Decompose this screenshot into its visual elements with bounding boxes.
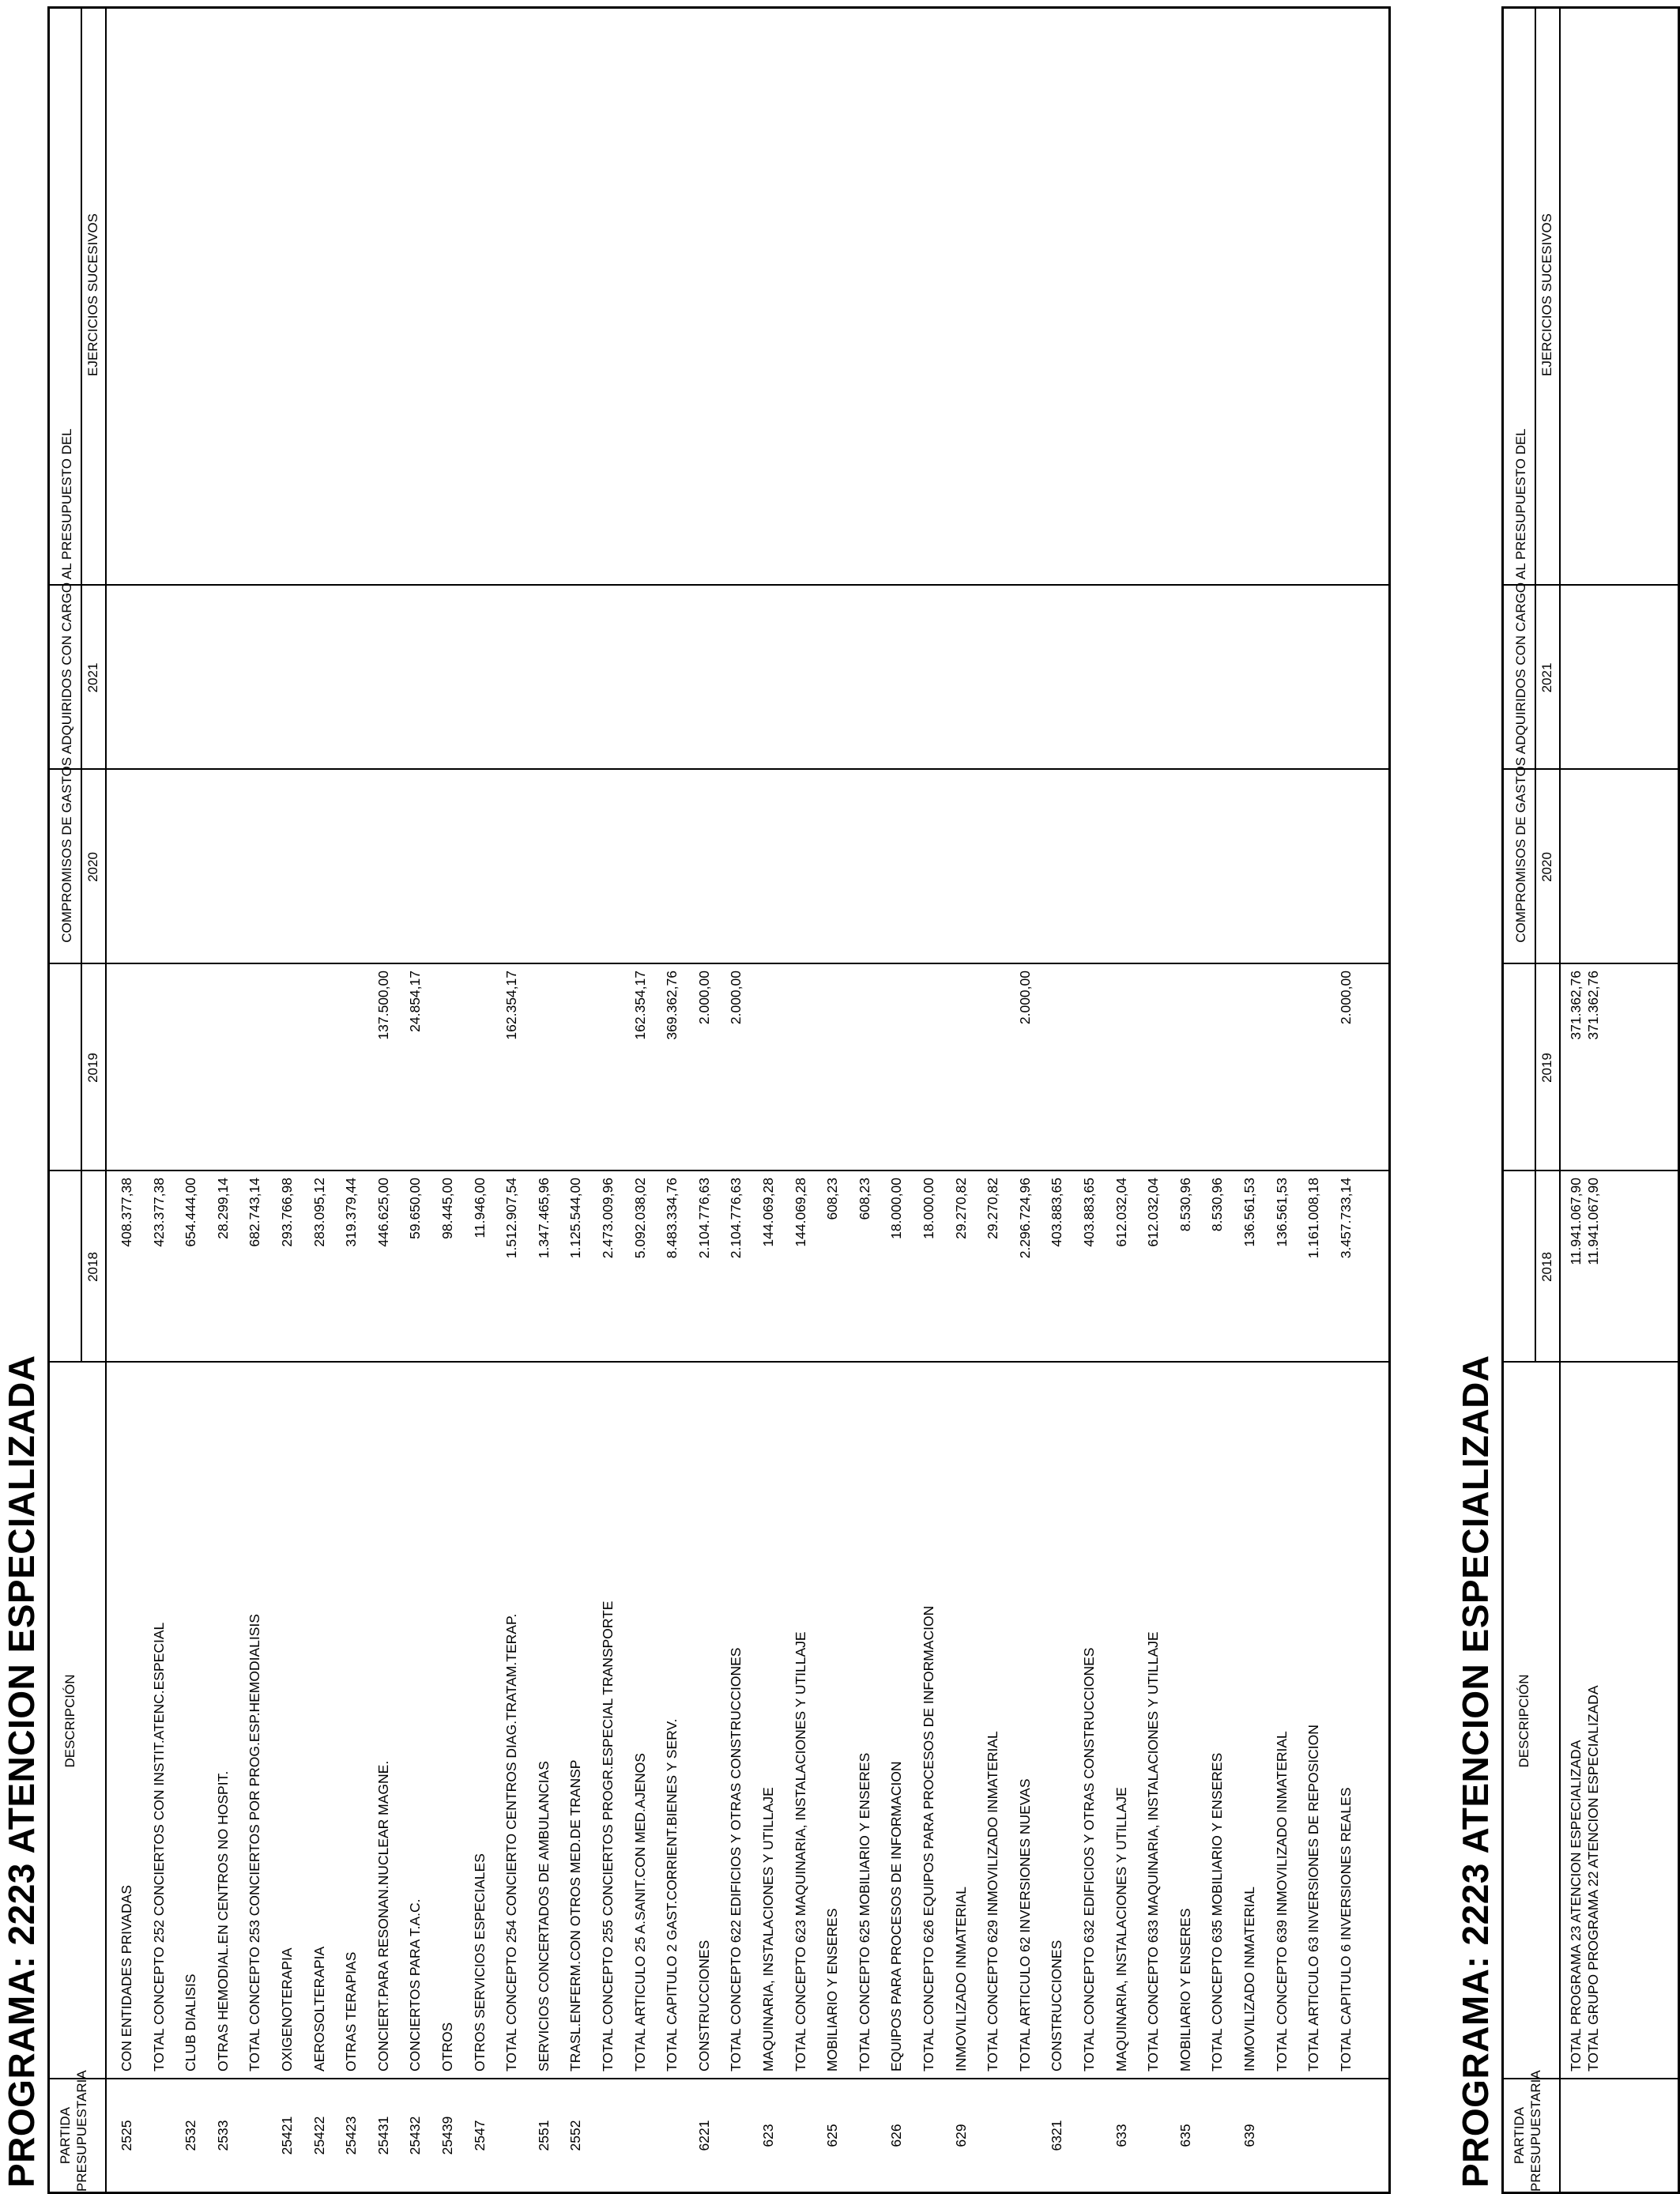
budget-table xyxy=(47,6,1391,2194)
row-value-2019: 162.354,17 xyxy=(631,971,648,1040)
header-descripcion: DESCRIPCIÓN xyxy=(62,1674,77,1768)
row-value-2018: 1.347.465,96 xyxy=(535,1178,552,1259)
row-value-2019: 24.854,17 xyxy=(407,971,424,1032)
header-divider xyxy=(105,9,107,2192)
summary-table xyxy=(1501,6,1680,2194)
header-year-2020: 2020 xyxy=(1539,852,1554,882)
header-partida: PARTIDA xyxy=(58,2106,73,2165)
row-value-2019: 2.000,00 xyxy=(695,971,712,1025)
row-description: CONCIERT.PARA RESONAN.NUCLEAR MAGNE. xyxy=(375,1760,391,2071)
row-description: CONSTRUCCIONES xyxy=(695,1940,712,2071)
row-code: 2552 xyxy=(567,2120,584,2151)
row-code: 25421 xyxy=(279,2116,295,2155)
row-value-2018: 8.530,96 xyxy=(1209,1178,1226,1232)
page-title: PROGRAMA: 2223 ATENCION ESPECIALIZADA xyxy=(1,1355,42,2188)
header-year-2018: 2018 xyxy=(1539,1252,1554,1282)
row-value-2018: 8.483.334,76 xyxy=(664,1178,680,1259)
row-value-2018: 144.069,28 xyxy=(760,1178,776,1247)
row-value-2018: 8.530,96 xyxy=(1177,1178,1193,1232)
col-divider xyxy=(50,768,1388,770)
row-value-2018: 11.941.067,90 xyxy=(1568,1178,1584,1265)
row-description: TOTAL CONCEPTO 252 CONCIERTOS CON INSTIT.ATENC.ESPECIAL xyxy=(150,1622,167,2071)
row-description: CON ENTIDADES PRIVADAS xyxy=(119,1885,134,2071)
row-code: 25422 xyxy=(311,2116,327,2155)
row-description: CONSTRUCCIONES xyxy=(1049,1940,1065,2071)
row-value-2018: 11.946,00 xyxy=(471,1178,488,1238)
col-divider xyxy=(1504,963,1678,964)
col-divider xyxy=(50,584,1388,586)
row-description: CLUB DIALISIS xyxy=(183,1973,199,2071)
row-code: 629 xyxy=(952,2124,969,2147)
row-description: TOTAL ARTICULO 63 INVERSIONES DE REPOSICION xyxy=(1305,1725,1322,2071)
row-description: TOTAL CONCEPTO 254 CONCIERTO CENTROS DIAG.TRATAM.TERAP. xyxy=(503,1613,520,2071)
row-value-2018: 2.296.724,96 xyxy=(1016,1178,1033,1259)
row-description: MOBILIARIO Y ENSERES xyxy=(824,1908,841,2071)
row-description: TOTAL CONCEPTO 622 EDIFICIOS Y OTRAS CONSTRUCCIONES xyxy=(728,1647,744,2071)
header-compromisos: COMPROMISOS DE GASTOS ADQUIRIDOS CON CARGO AL PRESUPUESTO DEL xyxy=(1513,428,1528,943)
row-value-2019: 162.354,17 xyxy=(503,971,520,1040)
row-description: OXIGENOTERAPIA xyxy=(279,1947,295,2071)
row-description: MAQUINARIA, INSTALACIONES Y UTILLAJE xyxy=(760,1787,776,2071)
row-description: INMOVILIZADO INMATERIAL xyxy=(952,1886,969,2071)
row-value-2018: 2.104.776,63 xyxy=(695,1178,712,1259)
col-divider xyxy=(50,2078,1388,2079)
row-code: 626 xyxy=(888,2124,905,2147)
header-presupuestaria: PRESUPUESTARIA xyxy=(74,2070,89,2192)
row-description: OTRAS HEMODIAL.EN CENTROS NO HOSPIT. xyxy=(214,1770,231,2071)
row-value-2018: 28.299,14 xyxy=(214,1178,231,1239)
row-value-2018: 136.561,53 xyxy=(1273,1178,1290,1247)
row-description: TOTAL CONCEPTO 255 CONCIERTOS PROGR.ESPECIAL TRANSPORTE xyxy=(600,1600,616,2071)
page-title-2: PROGRAMA: 2223 ATENCION ESPECIALIZADA xyxy=(1455,1355,1496,2188)
row-value-2018: 612.032,04 xyxy=(1113,1178,1129,1247)
row-value-2018: 18.000,00 xyxy=(888,1178,905,1239)
row-description: OTROS SERVICIOS ESPECIALES xyxy=(471,1853,488,2071)
col-divider xyxy=(50,963,1388,964)
row-value-2018: 612.032,04 xyxy=(1145,1178,1162,1247)
row-value-2018: 29.270,82 xyxy=(952,1178,969,1239)
row-value-2019: 371.362,76 xyxy=(1568,971,1584,1040)
row-description: CONCIERTOS PARA T.A.C. xyxy=(407,1898,424,2071)
row-description: TOTAL ARTICULO 62 INVERSIONES NUEVAS xyxy=(1016,1778,1033,2071)
header-year-2019: 2019 xyxy=(85,1053,100,1083)
row-value-2018: 283.095,12 xyxy=(311,1178,327,1247)
header-year-2021: 2021 xyxy=(1539,662,1554,693)
row-value-2018: 2.104.776,63 xyxy=(728,1178,744,1259)
row-description: TOTAL CONCEPTO 623 MAQUINARIA, INSTALACIONES Y UTILLAJE xyxy=(792,1631,808,2071)
row-description: MOBILIARIO Y ENSERES xyxy=(1177,1908,1193,2071)
row-value-2018: 319.379,44 xyxy=(343,1178,360,1247)
row-description: INMOVILIZADO INMATERIAL xyxy=(1241,1886,1257,2071)
row-value-2018: 654.444,00 xyxy=(183,1178,199,1247)
row-description: EQUIPOS PARA PROCESOS DE INFORMACION xyxy=(888,1761,905,2071)
header-ejercicios-sucesivos: EJERCICIOS SUCESIVOS xyxy=(1539,213,1554,376)
row-code: 25423 xyxy=(343,2116,360,2155)
row-value-2018: 1.161.008,18 xyxy=(1305,1178,1322,1259)
row-description: TRASL.ENFERM.CON OTROS MED.DE TRANSP xyxy=(567,1759,584,2071)
row-code: 633 xyxy=(1113,2124,1129,2147)
row-code: 6321 xyxy=(1049,2120,1065,2151)
row-description: TOTAL ARTICULO 25 A.SANIT.CON MED.AJENOS xyxy=(631,1753,648,2071)
row-value-2018: 1.512.907,54 xyxy=(503,1178,520,1259)
row-value-2018: 144.069,28 xyxy=(792,1178,808,1247)
row-description: TOTAL CONCEPTO 626 EQUIPOS PARA PROCESOS DE INFORMACION xyxy=(921,1605,936,2071)
row-value-2019: 2.000,00 xyxy=(1337,971,1354,1025)
row-description: TOTAL CONCEPTO 632 EDIFICIOS Y OTRAS CONSTRUCCIONES xyxy=(1081,1647,1097,2071)
row-description: TOTAL CONCEPTO 633 MAQUINARIA, INSTALACIONES Y UTILLAJE xyxy=(1145,1631,1162,2071)
row-description: AEROSOLTERAPIA xyxy=(311,1946,327,2071)
row-code: 625 xyxy=(824,2124,841,2147)
header-divider xyxy=(81,9,82,1363)
row-value-2019: 2.000,00 xyxy=(1016,971,1033,1025)
row-value-2019: 369.362,76 xyxy=(664,971,680,1040)
row-value-2018: 136.561,53 xyxy=(1241,1178,1257,1247)
row-value-2019: 2.000,00 xyxy=(728,971,744,1025)
row-code: 25432 xyxy=(407,2116,424,2155)
row-value-2018: 403.883,65 xyxy=(1049,1178,1065,1247)
row-code: 25431 xyxy=(375,2116,391,2155)
row-description: TOTAL CONCEPTO 629 INMOVILIZADO INMATERIAL xyxy=(985,1731,1001,2071)
row-value-2019: 371.362,76 xyxy=(1585,971,1601,1040)
header-year-2018: 2018 xyxy=(85,1252,100,1282)
row-value-2018: 403.883,65 xyxy=(1081,1178,1097,1247)
row-code: 6221 xyxy=(695,2120,712,2151)
header-year-2021: 2021 xyxy=(85,662,100,693)
row-value-2018: 3.457.733,14 xyxy=(1337,1178,1354,1259)
row-value-2018: 446.625,00 xyxy=(375,1178,391,1247)
row-description: TOTAL CONCEPTO 625 MOBILIARIO Y ENSERES xyxy=(856,1752,872,2071)
row-description: TOTAL CAPITULO 6 INVERSIONES REALES xyxy=(1337,1787,1354,2071)
header-divider xyxy=(1559,9,1561,2192)
row-code: 623 xyxy=(760,2124,776,2147)
row-value-2018: 59.650,00 xyxy=(407,1178,424,1239)
row-code: 2525 xyxy=(119,2120,134,2151)
header-divider xyxy=(1535,9,1536,1363)
row-description: TOTAL GRUPO PROGRAMA 22 ATENCION ESPECIALIZADA xyxy=(1585,1685,1601,2071)
header-descripcion: DESCRIPCIÓN xyxy=(1516,1674,1531,1768)
row-value-2018: 11.941.067,90 xyxy=(1585,1178,1601,1265)
header-compromisos: COMPROMISOS DE GASTOS ADQUIRIDOS CON CARGO AL PRESUPUESTO DEL xyxy=(59,428,74,943)
row-value-2018: 293.766,98 xyxy=(279,1178,295,1247)
header-year-2020: 2020 xyxy=(85,852,100,882)
header-ejercicios-sucesivos: EJERCICIOS SUCESIVOS xyxy=(85,213,100,376)
row-description: TOTAL CONCEPTO 253 CONCIERTOS POR PROG.ESP.HEMODIALISIS xyxy=(247,1614,263,2071)
row-code: 25439 xyxy=(439,2116,455,2155)
row-value-2019: 137.500,00 xyxy=(375,971,391,1040)
row-value-2018: 408.377,38 xyxy=(119,1178,134,1247)
row-code: 2532 xyxy=(183,2120,199,2151)
col-divider xyxy=(50,1170,1388,1171)
row-description: TOTAL CONCEPTO 635 MOBILIARIO Y ENSERES xyxy=(1209,1752,1226,2071)
row-description: TOTAL CAPITULO 2 GAST.CORRIENT.BIENES Y SERV. xyxy=(664,1718,680,2071)
col-divider xyxy=(1504,768,1678,770)
row-value-2018: 682.743,14 xyxy=(247,1178,263,1247)
row-value-2018: 608,23 xyxy=(824,1178,841,1220)
row-description: SERVICIOS CONCERTADOS DE AMBULANCIAS xyxy=(535,1761,552,2071)
row-description: TOTAL CONCEPTO 639 INMOVILIZADO INMATERIAL xyxy=(1273,1731,1290,2071)
header-year-2019: 2019 xyxy=(1539,1053,1554,1083)
row-code: 2551 xyxy=(535,2120,552,2151)
header-partida: PARTIDA xyxy=(1512,2106,1527,2165)
row-description: OTRAS TERAPIAS xyxy=(343,1951,360,2071)
col-divider xyxy=(1504,584,1678,586)
row-value-2018: 5.092.038,02 xyxy=(631,1178,648,1259)
row-code: 2547 xyxy=(471,2120,488,2151)
row-description: OTROS xyxy=(439,2022,455,2071)
row-value-2018: 2.473.009,96 xyxy=(600,1178,616,1259)
row-description: MAQUINARIA, INSTALACIONES Y UTILLAJE xyxy=(1113,1787,1129,2071)
row-value-2018: 608,23 xyxy=(856,1178,872,1220)
row-value-2018: 18.000,00 xyxy=(921,1178,936,1239)
row-description: TOTAL PROGRAMA 23 ATENCION ESPECIALIZADA xyxy=(1568,1740,1584,2071)
row-code: 635 xyxy=(1177,2124,1193,2147)
row-code: 2533 xyxy=(214,2120,231,2151)
row-value-2018: 29.270,82 xyxy=(985,1178,1001,1239)
header-presupuestaria: PRESUPUESTARIA xyxy=(1528,2070,1543,2192)
row-value-2018: 423.377,38 xyxy=(150,1178,167,1247)
row-code: 639 xyxy=(1241,2124,1257,2147)
row-value-2018: 1.125.544,00 xyxy=(567,1178,584,1259)
row-value-2018: 98.445,00 xyxy=(439,1178,455,1239)
